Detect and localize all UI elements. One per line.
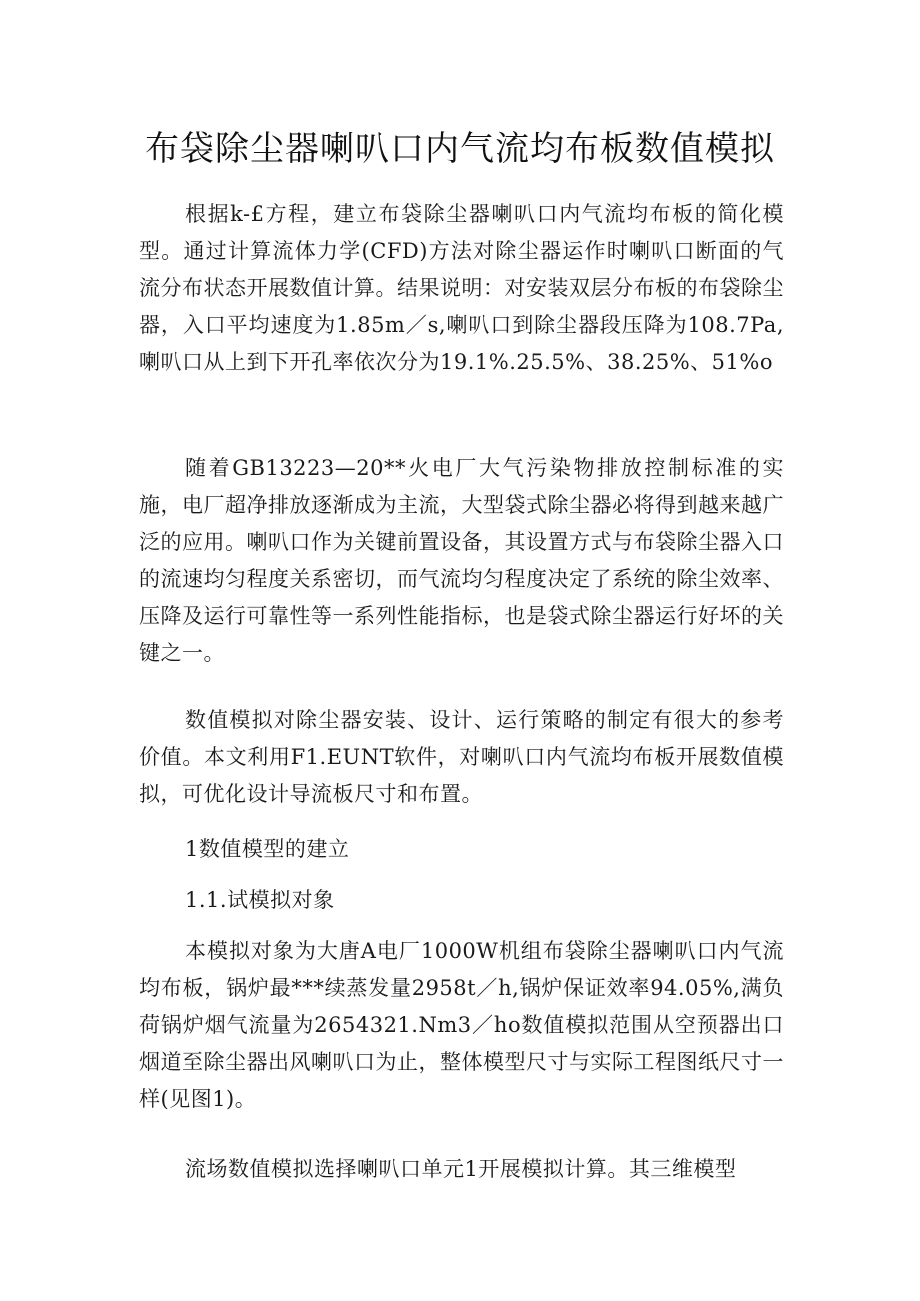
abstract-paragraph: 根据k-£方程，建立布袋除尘器喇叭口内气流均布板的简化模型。通过计算流体力学(CFD)方法对除尘器运作时喇叭口断面的气流分布状态开展数值计算。结果说明：对安装双层分布板的布袋除尘器，入口平均速度为1.85m／s,喇叭口到除尘器段压降为108.7Pa,喇叭口从上到下开孔率依次分为19.1%.25.5%、38.25%、51%o (139, 202, 784, 374)
section-heading-1: 1数值模型的建立 (185, 837, 350, 861)
section-heading-1-1: 1.1.试模拟对象 (185, 888, 335, 912)
intro-paragraph: 随着GB13223—20**火电厂大气污染物排放控制标准的实施，电厂超净排放逐渐成为主流，大型袋式除尘器必将得到越来越广泛的应用。喇叭口作为关键前置设备，其设置方式与布袋除尘器入口的流速均匀程度关系密切，而气流均匀程度决定了系统的除尘效率、压降及运行可靠性等一系列性能指标，也是袋式除尘器运行好坏的关键之一。 (139, 456, 784, 665)
flow-paragraph: 流场数值模拟选择喇叭口单元1开展模拟计算。其三维模型 (185, 1157, 737, 1181)
value-paragraph: 数值模拟对除尘器安装、设计、运行策略的制定有很大的参考价值。本文利用F1.EUNT软件，对喇叭口内气流均布板开展数值模拟，可优化设计导流板尺寸和布置。 (139, 708, 784, 806)
object-paragraph: 本模拟对象为大唐A电厂1000W机组布袋除尘器喇叭口内气流均布板，锅炉最***续蒸发量2958t／h,锅炉保证效率94.05%,满负荷锅炉烟气流量为2654321.Nm3／ho数值模拟范围从空预器出口烟道至除尘器出风喇叭口为止，整体模型尺寸与实际工程图纸尺寸一样(见图1)。 (139, 939, 784, 1111)
document-title: 布袋除尘器喇叭口内气流均布板数值模拟 (145, 129, 775, 169)
